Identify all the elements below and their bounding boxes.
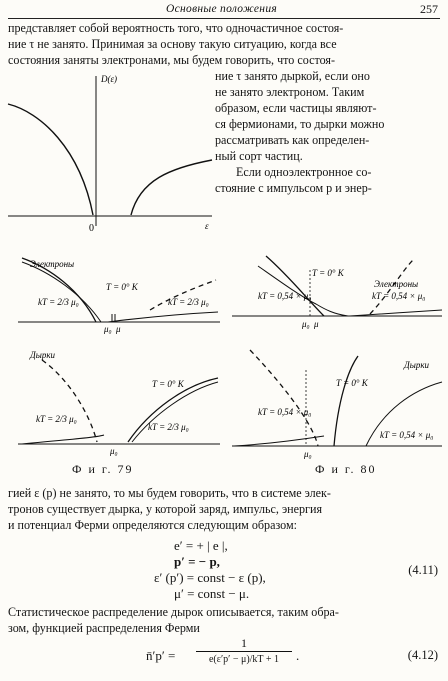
fig80-h-T0-curve xyxy=(334,356,358,446)
equation-number: (4.12) xyxy=(407,648,438,662)
fig80-e-right xyxy=(350,310,442,316)
wrap-line: рассматривать как определен- xyxy=(215,133,370,147)
body-line: гией ε (p) не занято, то мы будем говорить, что в системе элек- xyxy=(8,486,331,500)
equation-line: e′ = + | e |, xyxy=(174,538,228,553)
fig80-e-kT-right: kT = 0,54 × μ₀ xyxy=(372,291,426,301)
fig79-e-title: Электроны xyxy=(30,259,75,269)
fig79-h-title: Дырки xyxy=(30,350,56,360)
fig79-e-mu: μ xyxy=(116,324,121,334)
dos-figure xyxy=(0,68,215,248)
header-rule xyxy=(8,18,440,19)
fig80-h-left xyxy=(234,436,324,446)
equation-number: (4.11) xyxy=(408,563,438,577)
equation-line: p′ = − p, xyxy=(174,554,220,569)
equation-line: ε′ (p′) = const − ε (p), xyxy=(154,570,266,585)
body-line: и потенциал Ферми определяются следующим образом: xyxy=(8,518,298,532)
eq412-bar xyxy=(196,651,292,652)
fig79-h-left xyxy=(22,435,104,444)
fig80-h-dashed xyxy=(250,350,318,446)
body-line: зом, функцией распределения Ферми xyxy=(8,621,200,635)
intro-line: состояния заняты электронами, мы будем говорить, что состоя- xyxy=(8,53,335,67)
fig80-h-kT-right: kT = 0,54 × μ₀ xyxy=(380,430,434,440)
wrap-line: ся фермионами, то дырки можно xyxy=(215,117,385,131)
fig79-e-mu0: μ₀ xyxy=(104,324,112,334)
fig79-h-kT-curve xyxy=(132,382,218,442)
intro-line: представляет собой вероятность того, что одночастичное состоя- xyxy=(8,21,344,35)
fig80 xyxy=(228,250,448,460)
fig80-e-T0: T = 0° K xyxy=(312,268,344,278)
fig80-e-mu: μ xyxy=(314,319,319,329)
wrap-line: ние τ занято дыркой, если оно xyxy=(215,69,370,83)
fig79-e-right xyxy=(108,312,218,322)
fig79-h-dashed xyxy=(42,360,97,442)
fig80-h-kT-left: kT = 0,54 × μ₀ xyxy=(258,407,312,417)
fig79-h-kT-right: kT = 2/3 μ₀ xyxy=(148,422,189,432)
eq412-fraction xyxy=(196,637,292,666)
eq412-numerator: 1 xyxy=(241,636,247,650)
body-line: тронов существует дырка, у которой заряд, импульс, энергия xyxy=(8,502,323,516)
fig80-h-mu0: μ₀ xyxy=(304,449,312,459)
running-header xyxy=(0,0,448,18)
fig80-h-T0: T = 0° K xyxy=(336,378,368,388)
wrap-line: Если одноэлектронное со- xyxy=(236,165,372,179)
fig79-h-kT-left: kT = 2/3 μ₀ xyxy=(36,414,77,424)
dos-left-curve xyxy=(8,104,93,215)
fig79-e-kT-left: kT = 2/3 μ₀ xyxy=(38,297,79,307)
fig79-h-mu0: μ₀ xyxy=(110,446,118,456)
eq412-lhs: n̄′p′ = xyxy=(146,648,176,663)
eq412-tail: . xyxy=(296,648,300,663)
fig80-e-T0-curve xyxy=(266,256,324,316)
wrap-line: стояние с импульсом p и энер- xyxy=(215,181,372,195)
dos-right-curve xyxy=(131,160,212,215)
fig79 xyxy=(0,250,225,460)
fig79-e-kT-right: kT = 2/3 μ₀ xyxy=(168,297,209,307)
dos-xlabel: ε xyxy=(205,221,209,231)
fig80-e-title: Электроны xyxy=(374,279,419,289)
fig80-caption: Ф и г. 80 xyxy=(315,462,377,476)
wrap-line: не занято электроном. Таким xyxy=(215,85,365,99)
intro-line: ние τ не занято. Принимая за основу такую ситуацию, когда все xyxy=(8,37,337,51)
body-line: Статистическое распределение дырок описывается, таким обра- xyxy=(8,605,339,619)
fig80-e-kT-left: kT = 0,54 × μ₀ xyxy=(258,291,312,301)
fig79-h-T0: T = 0° К xyxy=(152,379,184,389)
page-number: 257 xyxy=(420,2,438,16)
equation-line: μ′ = const − μ. xyxy=(174,586,250,601)
fig80-e-mu0: μ₀ xyxy=(302,319,310,329)
eq412-denominator: e(ε′p′ − μ)/kT + 1 xyxy=(208,654,280,665)
running-title: Основные положения xyxy=(166,3,278,15)
fig79-e-T0: T = 0° К xyxy=(106,282,138,292)
fig80-h-title: Дырки xyxy=(404,360,430,370)
dos-ylabel: D(ε) xyxy=(101,74,118,84)
fig79-caption: Ф и г. 79 xyxy=(72,462,134,476)
dos-origin: 0 xyxy=(89,223,94,234)
wrap-line: ный сорт частиц. xyxy=(215,149,303,163)
wrap-line: образом, если частицы являют- xyxy=(215,101,377,115)
fig79-e-kT-curve xyxy=(22,262,101,322)
